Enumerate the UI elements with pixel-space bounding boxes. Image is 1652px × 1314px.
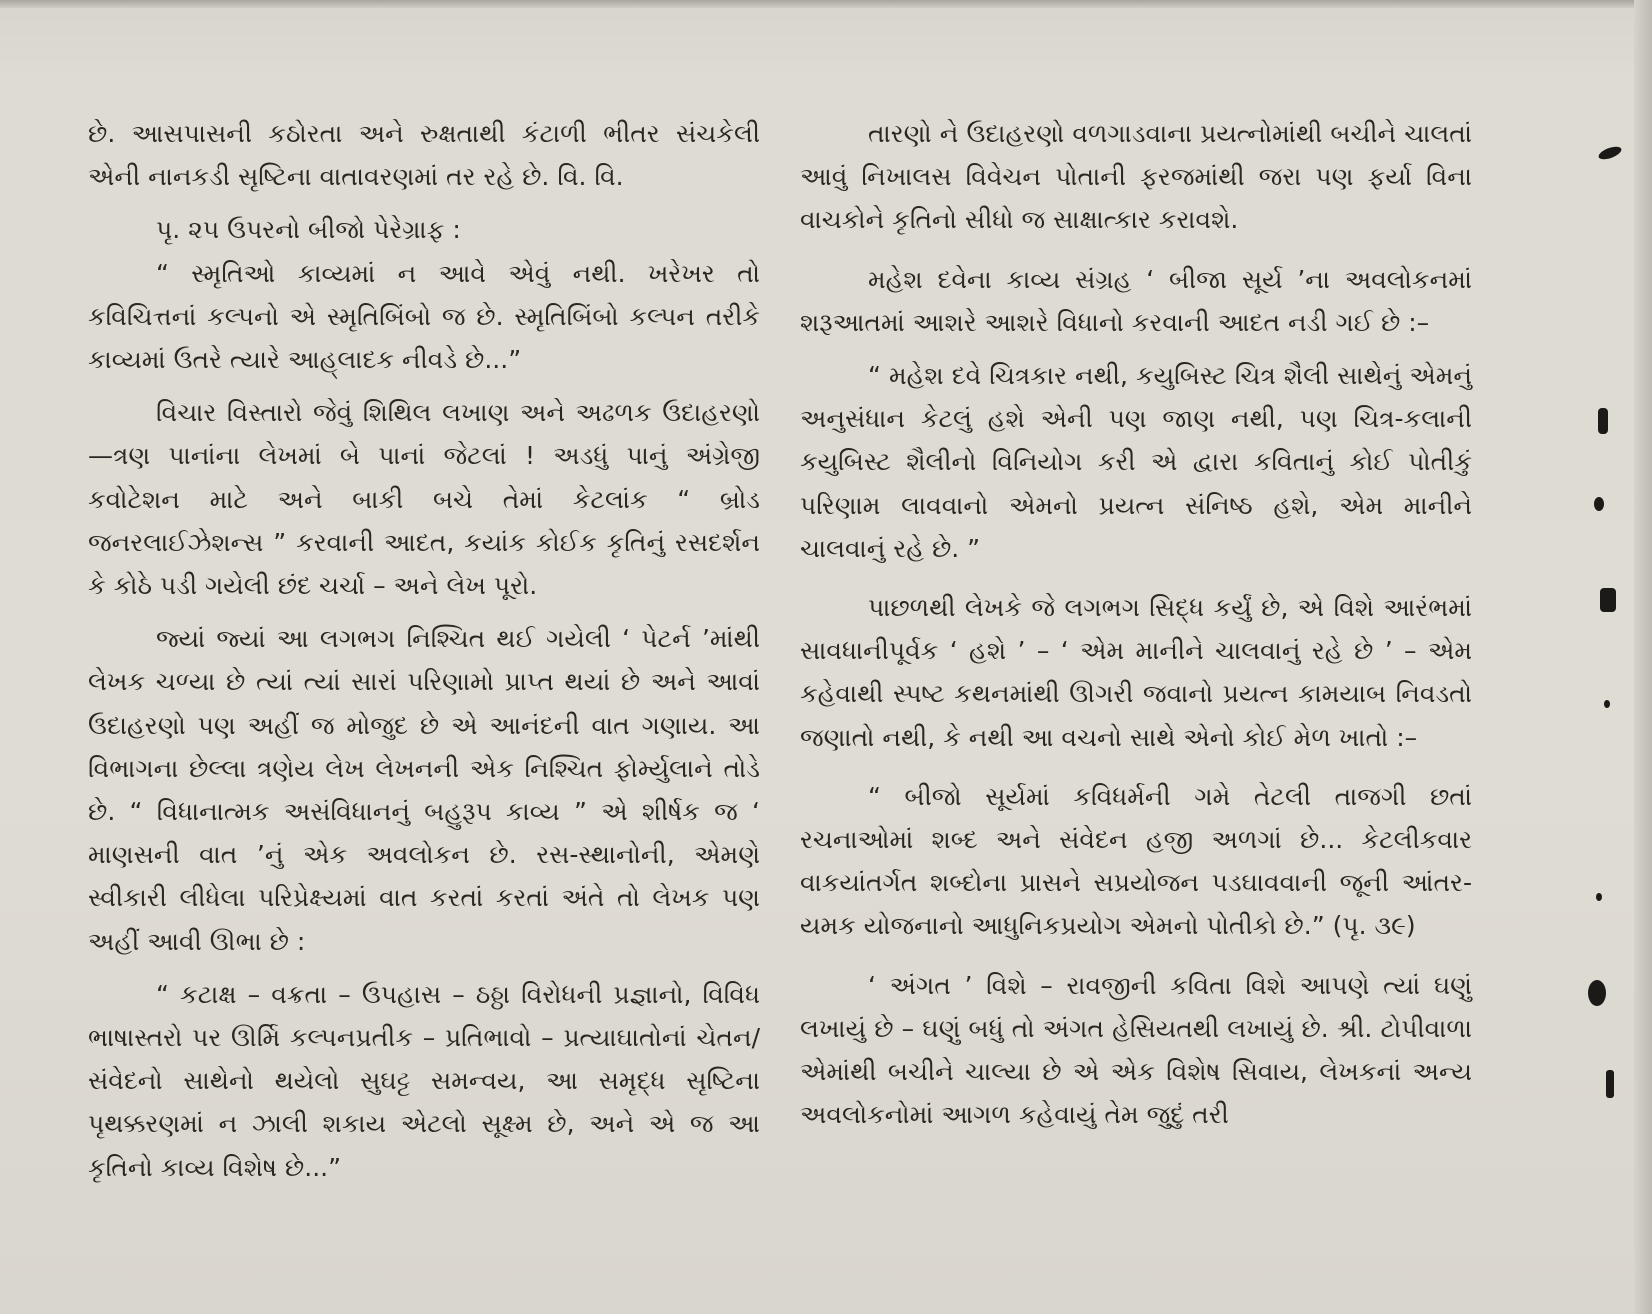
binding-hole-mark bbox=[1600, 588, 1616, 612]
page-top-edge bbox=[0, 0, 1652, 8]
binding-hole-mark bbox=[1594, 497, 1604, 511]
right-paragraph-1: તારણો ને ઉદાહરણો વળગાડવાના પ્રયત્નોમાંથી બચીને ચાલતાં આવું નિખાલસ વિવેચન પોતાની ફરજમાંથી જરા પણ ફર્યા વિના વાચકોને કૃતિનો સીધો જ સાક્ષાત્કાર કરાવશે. bbox=[800, 119, 1472, 235]
left-paragraph-4: વિચાર વિસ્તારો જેવું શિથિલ લખાણ અને અઢળક ઉદાહરણો—ત્રણ પાનાંના લેખમાં બે પાનાં જેટલાં ! અડધું પાનું અંગ્રેજી કવોટેશન માટે અને બાકી બચે તેમાં કેટલાંક “ બ્રોડ જનરલાઈઝેશન્સ ” કરવાની આદત, કયાંક કોઈક કૃતિનું રસદર્શન કે કોઠે પડી ગયેલી છંદ ચર્ચા – અને લેખ પૂરો. bbox=[88, 398, 760, 601]
left-paragraph-6: “ કટાક્ષ – વક્રતા – ઉપહાસ – ઠઠ્ઠા વિરોધની પ્રજ્ઞાનો, વિવિધ ભાષાસ્તરો પર ઊર્મિ કલ્પનપ્રતીક – પ્રતિભાવો – પ્રત્યાઘાતોનાં ચેતન/સંવેદનો સાથેનો થયેલો સુઘટ્ટ સમન્વય, આ સમૃદ્ધ સૃષ્ટિના પૃથક્કરણમાં ન ઝાલી શકાય એટલો સૂક્ષ્મ છે, અને એ જ આ કૃતિનો કાવ્ય વિશેષ છે...” bbox=[88, 979, 760, 1182]
left-paragraph-1: છે. આસપાસની કઠોરતા અને રુક્ષતાથી કંટાળી ભીતર સંચકેલી એની નાનકડી સૃષ્ટિના વાતાવરણમાં તર રહે છે. વિ. વિ. bbox=[88, 119, 760, 192]
right-paragraph-3: “ મહેશ દવે ચિત્રકાર નથી, કયુબિસ્ટ ચિત્ર શૈલી સાથેનું એમનું અનુસંધાન કેટલું હશે એની પણ જાણ નથી, પણ ચિત્ર-કલાની કયુબિસ્ટ શૈલીનો વિનિયોગ કરી એ દ્વારા કવિતાનું કોઈ પોતીકું પરિણામ લાવવાનો એમનો પ્રયત્ન સંનિષ્ઠ હશે, એમ માનીને ચાલવાનું રહે છે. ” bbox=[800, 361, 1472, 563]
right-paragraph-6: ‘ અંગત ’ વિશે – રાવજીની કવિતા વિશે આપણે ત્યાં ઘણું લખાયું છે – ઘણું બધું તો અંગત હેસિયતથી લખાયું છે. શ્રી. ટોપીવાળા એમાંથી બચીને ચાલ્યા છે એ એક વિશેષ સિવાય, લેખકનાં અન્ય અવલોકનોમાં આગળ કહેવાયું તેમ જુદું તરી bbox=[800, 970, 1472, 1130]
right-paragraph-5: “ બીજો સૂર્યમાં કવિધર્મની ગમે તેટલી તાજગી છતાં રચનાઓમાં શબ્દ અને સંવેદન હજી અળગાં છે... કેટલીકવાર વાકયાંતર્ગત શબ્દોના પ્રાસને સપ્રયોજન પડઘાવવાની જૂની આંતર-યમક યોજનાનો આધુનિકપ્રયોગ એમનો પોતીકો છે.” (પૃ. ૩૯) bbox=[800, 781, 1472, 941]
left-column bbox=[88, 112, 760, 1189]
right-column bbox=[800, 112, 1472, 1136]
left-paragraph-3: “ સ્મૃતિઓ કાવ્યમાં ન આવે એવું નથી. ખરેખર તો કવિચિત્તનાં કલ્પનો એ સ્મૃતિબિંબો જ છે. સ્મૃતિબિંબો કલ્પન તરીકે કાવ્યમાં ઉતરે ત્યારે આહ્‌લાદક નીવડે છે...” bbox=[88, 258, 760, 375]
binding-hole-mark bbox=[1598, 408, 1608, 434]
right-paragraph-4: પાછળથી લેખકે જે લગભગ સિદ્ધ કર્યું છે, એ વિશે આરંભમાં સાવધાનીપૂર્વક ‘ હશે ’ – ‘ એમ માનીને ચાલવાનું રહે છે ’ – એમ કહેવાથી સ્પષ્ટ કથનમાંથી ઊગરી જવાનો પ્રયત્ન કામયાબ નિવડતો જણાતો નથી, કે નથી આ વચનો સાથે એનો કોઈ મેળ ખાતો :– bbox=[800, 593, 1472, 752]
left-paragraph-5: જ્યાં જ્યાં આ લગભગ નિશ્ચિત થઈ ગયેલી ‘ પેટર્ન ’માંથી લેખક ચળ્યા છે ત્યાં ત્યાં સારાં પરિણામો પ્રાપ્ત થયાં છે અને આવાં ઉદાહરણો પણ અહીં જ મોજુદ છે એ આનંદની વાત ગણાય. આ વિભાગના છેલ્લા ત્રણેય લેખ લેખનની એક નિશ્ચિત ફોર્મ્યુલાને તોડે છે. “ વિધાનાત્મક અસંવિધાનનું બહુરૂપ કાવ્ય ” એ શીર્ષક જ ‘ માણસની વાત ’નું એક અવલોકન છે. રસ-સ્થાનોની, એમણે સ્વીકારી લીધેલા પરિપ્રેક્ષ્યમાં વાત કરતાં કરતાં અંતે તો લેખક પણ અહીં આવી ઊભા છે : bbox=[88, 624, 760, 956]
binding-hole-mark bbox=[1604, 700, 1610, 708]
right-paragraph-2: મહેશ દવેના કાવ્ય સંગ્રહ ‘ બીજા સૂર્ય ’ના અવલોકનમાં શરૂઆતમાં આશરે આશરે વિધાનો કરવાની આદત નડી ગઈ છે :– bbox=[800, 264, 1472, 337]
binding-hole-mark bbox=[1596, 893, 1602, 901]
page-right-edge bbox=[1634, 0, 1652, 1314]
binding-hole-mark bbox=[1597, 144, 1623, 162]
binding-hole-mark bbox=[1606, 1070, 1614, 1098]
binding-hole-mark bbox=[1588, 980, 1606, 1006]
left-paragraph-2: પૃ. ૨૫ ઉપરનો બીજો પેરેગ્રાફ : bbox=[156, 215, 461, 245]
